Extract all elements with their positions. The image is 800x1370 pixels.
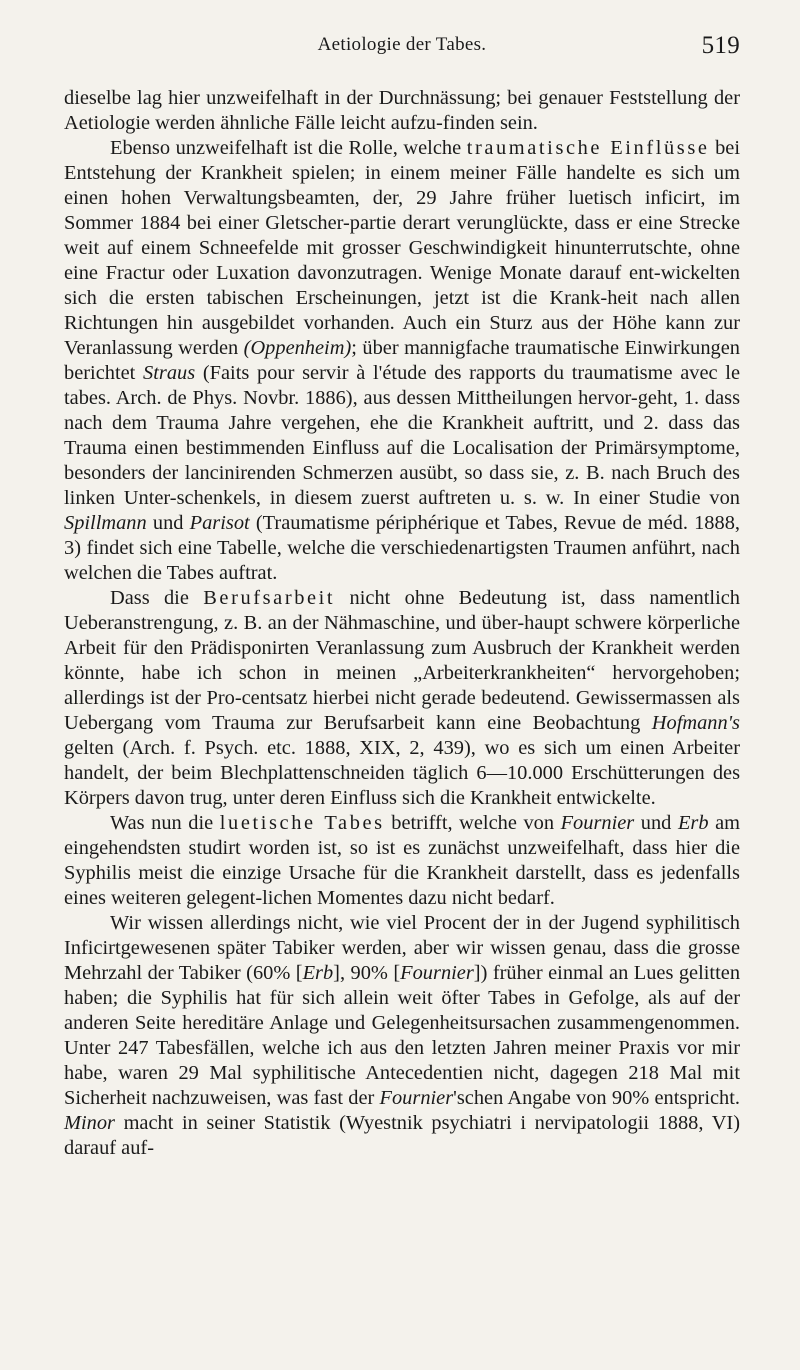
paragraph-2 — [64, 136, 740, 586]
text-run: 'schen Angabe von 90% entspricht. — [453, 1087, 740, 1109]
text-run: (Faits pour servir à l'étude des rapports du traumatisme avec le tabes. Arch. de Phys. Novbr. 1886), aus dessen Mittheilungen hervor-geht, 1. dass nach dem Trauma Jahre vergehen, ehe die Krankheit auftritt, und 2. dass das Trauma einen bestimmenden Einfluss auf die Localisation der Primärsymptome, besonders der lancinirenden Schmerzen ausübt, so dass sie, z. B. nach Bruch des linken Unter-schenkels, in diesem zuerst auftreten u. s. w. In einer Studie von — [64, 362, 740, 509]
text-run: macht in seiner Statistik (Wyestnik psychiatri i nervipatologii 1888, VI) darauf auf- — [64, 1112, 740, 1159]
emphasis-traumatische-einfluesse: traumatische Einflüsse — [466, 137, 710, 159]
text-run: Dass die — [110, 587, 204, 609]
text-run: Was nun die — [110, 812, 220, 834]
author-fournier: Fournier — [379, 1087, 454, 1109]
text-run: bei Entstehung der Krankheit spielen; in einem meiner Fälle handelte es sich um einen hohen Verwaltungsbeamten, der, 29 Jahre früher luetisch inficirt, im Sommer 1884 bei einer Gletscher-partie derart verunglückte, dass er eine Strecke weit auf einem Schneefelde mit grosser Geschwindigkeit hinunterrutschte, ohne eine Fractur oder Luxation davonzutragen. Wenige Monate darauf ent-wickelten sich die ersten tabischen Erscheinungen, jetzt ist die Krank-heit nach allen Richtungen hin ausgebildet vorhanden. Auch ein Sturz aus der Höhe kann zur Veranlassung werden — [64, 137, 741, 359]
author-fournier: Fournier — [400, 962, 474, 984]
text-run: ], 90% [ — [333, 962, 401, 984]
text-run: und — [634, 812, 678, 834]
text-run: gelten (Arch. f. Psych. etc. 1888, XIX, 2, 439), wo es sich um einen Arbeiter handelt, der beim Blechplattenschneiden täglich 6—10.000 Erschütterungen des Körpers davon trug, unter deren Einfluss sich die Krankheit entwickelte. — [64, 737, 740, 809]
author-fournier: Fournier — [560, 812, 635, 834]
body-text — [64, 86, 740, 1161]
running-title: Aetiologie der Tabes. — [317, 34, 487, 55]
emphasis-luetische-tabes: luetische Tabes — [219, 812, 385, 834]
text-run: und — [146, 512, 190, 534]
author-spillmann: Spillmann — [64, 512, 147, 534]
text-run: nicht ohne Bedeutung ist, dass namentlich Ueberanstrengung, z. B. an der Nähmaschine, und über-haupt schwere körperliche Arbeit für den Prädisponirten Veranlassung zum Ausbruch der Krankheit werden könnte, habe ich schon in meinen „Arbeiterkrankheiten“ hervorgehoben; allerdings ist der Pro-centsatz hierbei nicht gerade bedeutend. Gewissermassen als Uebergang vom Trauma zur Berufsarbeit kann eine Beobachtung — [64, 587, 740, 734]
running-head — [64, 34, 740, 68]
author-hofmann: Hofmann's — [651, 712, 740, 734]
author-erb: Erb — [677, 812, 709, 834]
emphasis-berufsarbeit: Berufsarbeit — [203, 587, 336, 609]
text-run: (Traumatisme périphérique et Tabes, Revue de méd. 1888, 3) findet sich eine Tabelle, welche die verschiedenartigsten Traumen anführt, nach welchen die Tabes auftrat. — [64, 512, 740, 584]
author-straus: Straus — [143, 362, 196, 384]
paragraph-4 — [64, 811, 740, 911]
text-run: ]) früher einmal an Lues gelitten haben; die Syphilis hat für sich allein weit öfter Tabes in Gefolge, als auf der anderen Seite hereditäre Anlage und Gelegenheitsursachen zusammengenommen. Unter 247 Tabesfällen, welche ich aus den letzten Jahren meiner Praxis vor mir habe, waren 29 Mal syphilitische Antecedentien nicht, dagegen 218 Mal mit Sicherheit nachzuweisen, was fast der — [64, 962, 741, 1109]
author-minor: Minor — [64, 1112, 115, 1134]
text-run: am eingehendsten studirt worden ist, so ist es zunächst unzweifelhaft, dass hier die Syphilis meist die einzige Ursache für die Krankheit darstellt, dass es jedenfalls eines weiteren gelegent-lichen Momentes dazu nicht bedarf. — [64, 812, 740, 909]
paragraph-5 — [64, 911, 740, 1161]
text-run: ; über mannigfache traumatische Einwirkungen berichtet — [64, 337, 740, 384]
paragraph-1: dieselbe lag hier unzweifelhaft in der Durchnässung; bei genauer Feststellung der Aetiologie werden ähnliche Fälle leicht aufzu-finden sein. — [64, 87, 740, 134]
author-erb: Erb — [302, 962, 334, 984]
author-parisot: Parisot — [189, 512, 250, 534]
text-run: Ebenso unzweifelhaft ist die Rolle, welche — [110, 137, 467, 159]
text-run: Wir wissen allerdings nicht, wie viel Procent der in der Jugend syphilitisch Inficirtgewesenen später Tabiker werden, aber wir wissen genau, dass die grosse Mehrzahl der Tabiker (60% [ — [64, 912, 740, 984]
text-run: betrifft, welche von — [384, 812, 561, 834]
page-number: 519 — [701, 32, 740, 59]
author-oppenheim: (Oppenheim) — [243, 337, 352, 359]
paragraph-3 — [64, 586, 740, 811]
